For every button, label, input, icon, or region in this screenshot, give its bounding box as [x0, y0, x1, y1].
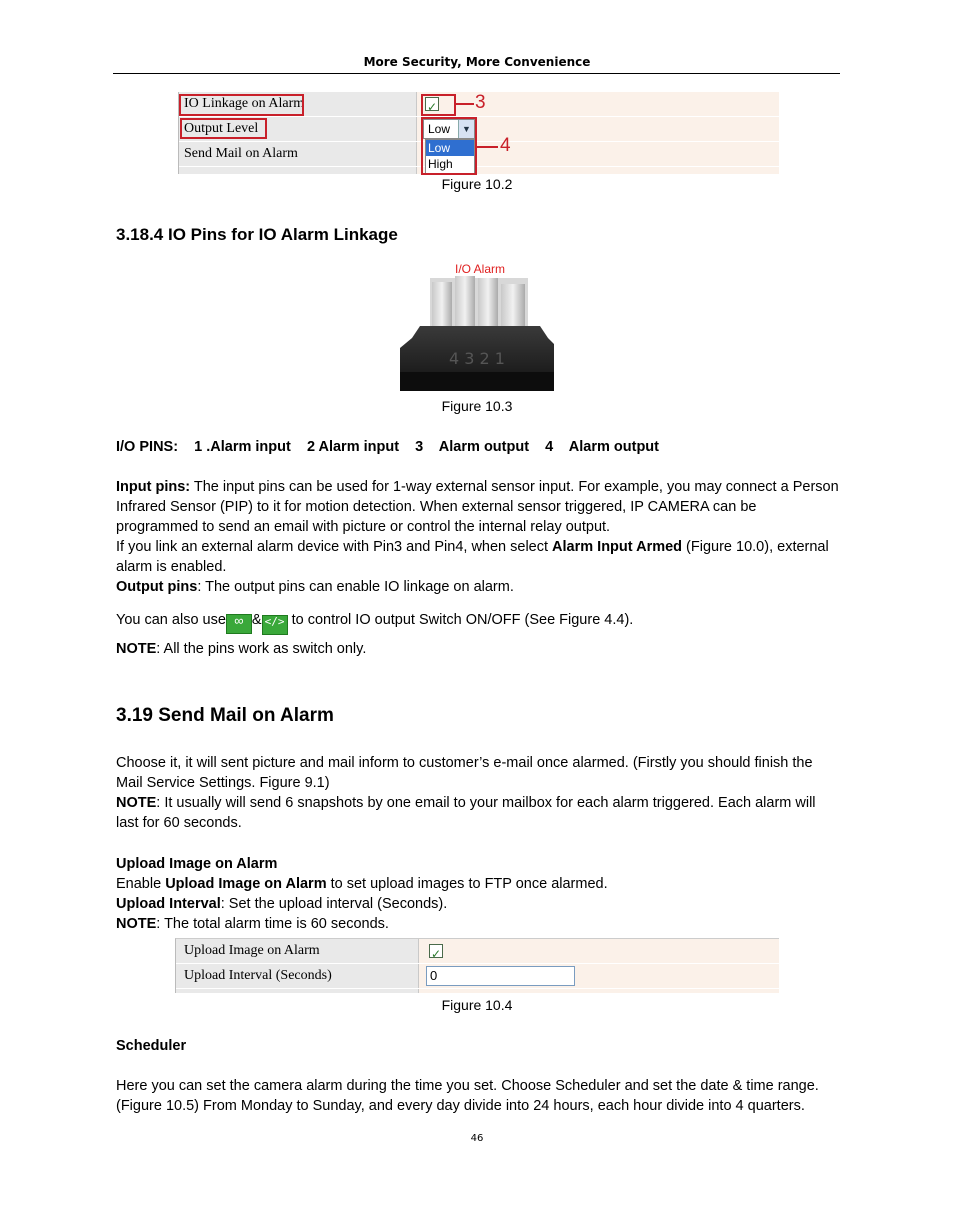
io-pins-line: I/O PINS: 1 .Alarm input 2 Alarm input 3 Alarm output 4 Alarm output	[116, 439, 659, 455]
output-pins-text: : The output pins can enable IO linkage on alarm.	[197, 579, 514, 595]
output-level-label: Output Level	[179, 117, 417, 141]
upload-enable-before: Enable	[116, 876, 166, 892]
figure-10-3-image	[400, 260, 554, 391]
header-divider	[113, 73, 840, 74]
upload-image-checkbox[interactable]	[429, 944, 443, 958]
upload-interval-row-label: Upload Interval (Seconds)	[176, 964, 419, 988]
section-heading-3-19: 3.19 Send Mail on Alarm	[116, 705, 334, 726]
figure-10-2-caption: Figure 10.2	[441, 176, 513, 192]
callout-line-4	[477, 146, 498, 148]
io-on-icon[interactable]: ∞	[226, 614, 252, 634]
scheduler-text: Here you can set the camera alarm during the time you set. Choose Scheduler and set the date & time range. (Figure 10.5) From Monday to Sunday, and every day divide into 24 hours, each hour divide into 4 quarters.	[116, 1078, 819, 1114]
callout-box-output-level	[180, 118, 267, 139]
figure-10-3-caption: Figure 10.3	[441, 398, 513, 414]
figure-10-4-partial-row	[176, 989, 779, 993]
note-pins-label: NOTE	[116, 641, 157, 657]
upload-enable-bold: Upload Image on Alarm	[165, 876, 327, 892]
page-number: 46	[470, 1133, 484, 1144]
send-mail-text: Choose it, it will sent picture and mail inform to customer’s e-mail once alarmed. (Firstly you should finish the Mail Service Settings. Figure 9.1)	[116, 755, 813, 791]
dropdown-option-low[interactable]: Low	[426, 140, 474, 156]
input-pins-paragraph	[116, 477, 840, 597]
callout-number-3: 3	[475, 92, 486, 113]
figure-10-4	[175, 938, 779, 993]
upload-image-label: Upload Image on Alarm	[176, 939, 419, 963]
upload-image-value	[419, 939, 779, 963]
upload-note-text: : The total alarm time is 60 seconds.	[156, 916, 389, 932]
note-pins	[116, 639, 840, 659]
io-off-icon[interactable]: </>	[262, 615, 288, 635]
use-line-amp: &	[251, 612, 262, 628]
input-pins-label: Input pins:	[116, 479, 191, 495]
send-mail-label: Send Mail on Alarm	[179, 142, 417, 166]
input-pins-text: The input pins can be used for 1-way external sensor input. For example, you may connect a Person Infrared Sensor (PIP) to it for motion detection. When external sensor triggered, IP CAMERA can be programmed to send an email with picture or control the internal relay output.	[116, 479, 839, 535]
use-line	[116, 609, 840, 635]
link-line-bold: Alarm Input Armed	[552, 539, 683, 555]
upload-enable-after: to set upload images to FTP once alarmed.	[326, 876, 608, 892]
output-level-row	[179, 117, 779, 141]
use-line-before: You can also use	[116, 612, 226, 628]
upload-interval-row	[176, 964, 779, 988]
upload-image-row	[176, 939, 779, 963]
section-heading-3-18-4: 3.18.4 IO Pins for IO Alarm Linkage	[116, 225, 398, 244]
upload-interval-input[interactable]: 0	[426, 966, 575, 986]
page-header: More Security, More Convenience	[363, 55, 591, 69]
upload-interval-text: : Set the upload interval (Seconds).	[220, 896, 448, 912]
callout-box-dropdown	[421, 117, 477, 175]
figure-10-4-partial-value	[419, 989, 779, 993]
link-line-before: If you link an external alarm device with Pin3 and Pin4, when select	[116, 539, 553, 555]
upload-heading: Upload Image on Alarm	[116, 856, 278, 872]
callout-line-3	[456, 103, 474, 105]
callout-box-checkbox	[421, 94, 456, 116]
callout-number-4: 4	[500, 135, 511, 156]
upload-note-label: NOTE	[116, 916, 157, 932]
note-snapshots-text: : It usually will send 6 snapshots by one email to your mailbox for each alarm triggered. Each alarm will last for 60 seconds.	[116, 795, 816, 831]
chevron-down-icon[interactable]: ▼	[458, 120, 474, 138]
partial-row	[179, 167, 779, 174]
upload-section	[116, 854, 840, 934]
figure-10-4-partial-label	[176, 989, 419, 993]
callout-box-io-linkage	[179, 94, 304, 116]
scheduler-heading: Scheduler	[116, 1038, 187, 1054]
output-level-selected: Low	[428, 121, 451, 136]
link-line-after: (Figure 10.0), external alarm is enabled.	[116, 539, 829, 575]
send-mail-paragraph	[116, 753, 840, 833]
io-alarm-label: I/O Alarm	[455, 262, 506, 276]
io-linkage-label: IO Linkage on Alarm	[179, 92, 417, 116]
figure-10-4-caption: Figure 10.4	[441, 997, 513, 1013]
upload-interval-row-value	[419, 964, 779, 988]
partial-row-label	[179, 167, 417, 174]
note-snapshots-label: NOTE	[116, 795, 157, 811]
output-pins-label: Output pins	[116, 579, 198, 595]
dropdown-option-high[interactable]: High	[428, 157, 453, 171]
note-pins-text: : All the pins work as switch only.	[156, 641, 367, 657]
io-connector-illustration	[400, 260, 554, 391]
upload-interval-label: Upload Interval	[116, 896, 221, 912]
pin-numbers: 4 3 2 1	[449, 349, 505, 368]
use-line-after: to control IO output Switch ON/OFF (See Figure 4.4).	[287, 612, 634, 628]
